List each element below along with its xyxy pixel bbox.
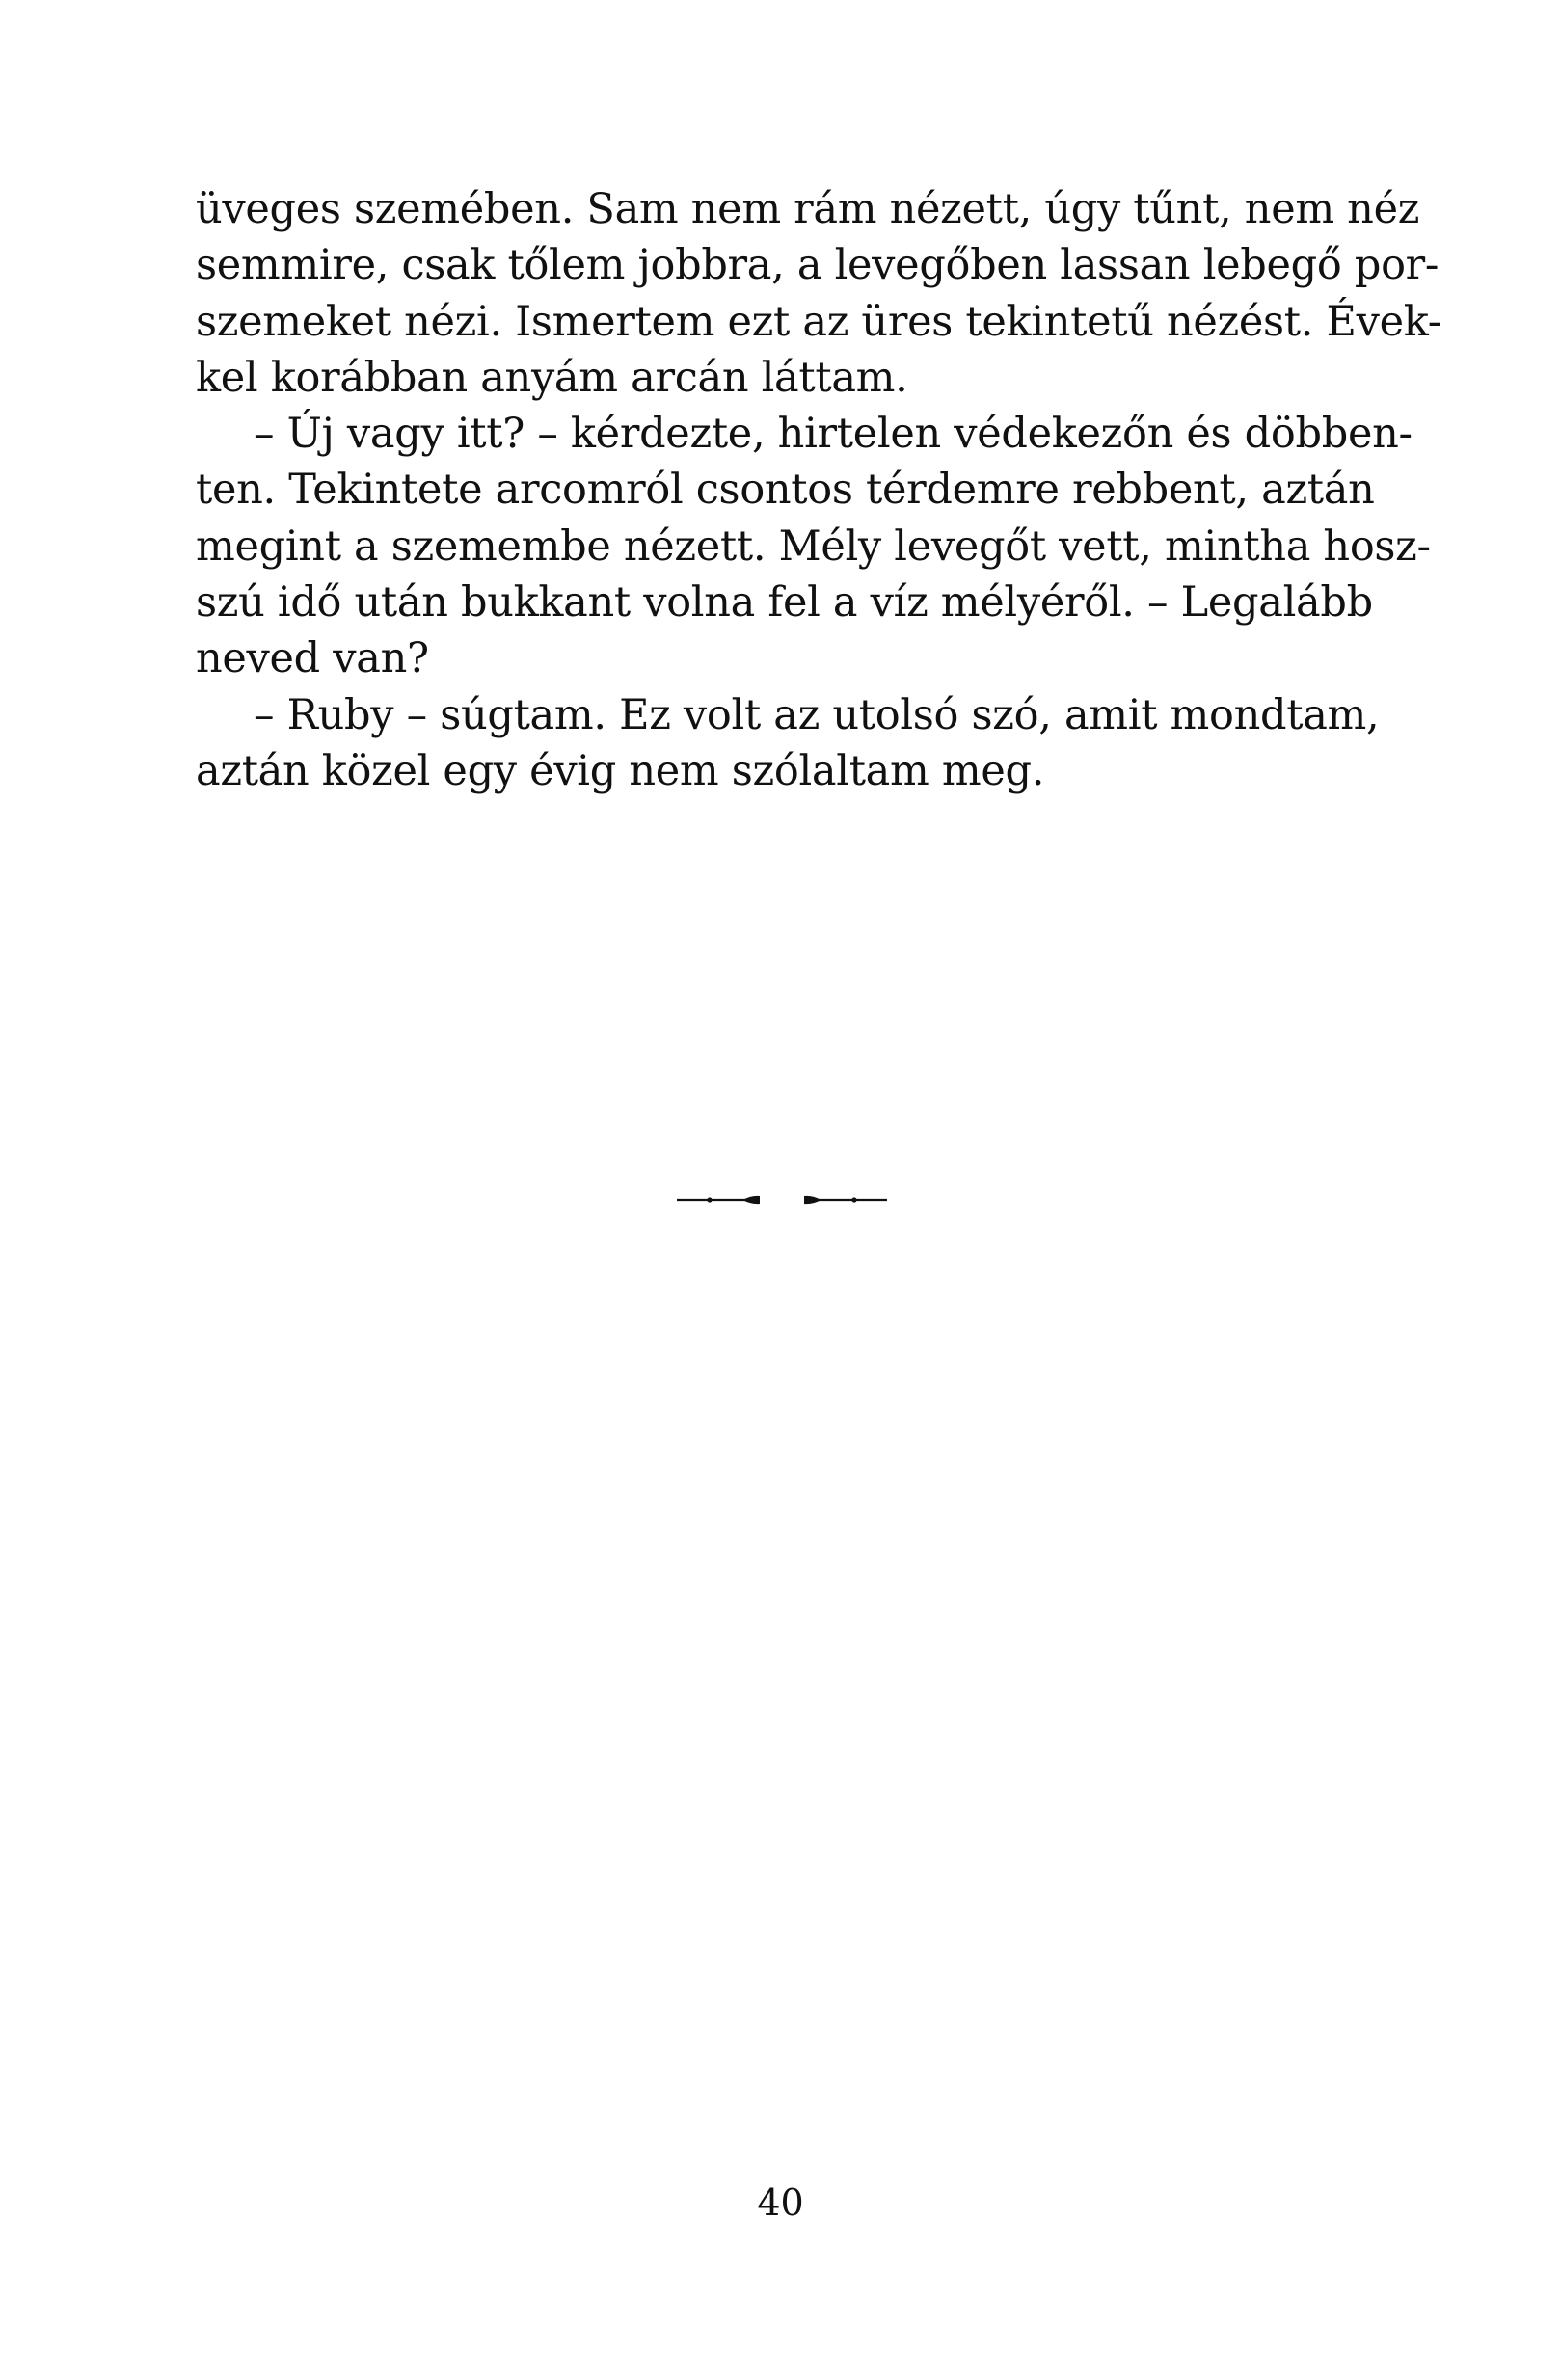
text-line: megint a szemembe nézett. Mély levegőt vett, mintha hosz- (196, 521, 1431, 571)
text-line: kel korábban anyám arcán láttam. (196, 353, 908, 402)
text-line: neved van? (196, 634, 429, 683)
text-line: ten. Tekintete arcomról csontos térdemre rebbent, aztán (196, 466, 1375, 515)
text-line: – Ruby – súgtam. Ez volt az utolsó szó, amit mondtam, (254, 690, 1380, 739)
text-line: semmire, csak tőlem jobbra, a levegőben lassan lebegő por- (196, 241, 1440, 290)
text-line: szemeket nézi. Ismertem ezt az üres tekintetű nézést. Évek- (196, 297, 1441, 346)
text-line: üveges szemében. Sam nem rám nézett, úgy tűnt, nem néz (196, 185, 1420, 233)
text-line: szú idő után bukkant volna fel a víz mélyéről. – Legalább (196, 578, 1373, 628)
page-number: 40 (757, 2181, 804, 2224)
text-line: aztán közel egy évig nem szólaltam meg. (196, 746, 1045, 795)
text-line: – Új vagy itt? – kérdezte, hirtelen védekezőn és döbben- (254, 410, 1413, 459)
section-break-ornament-icon (675, 1186, 889, 1215)
body-text (196, 181, 1441, 799)
